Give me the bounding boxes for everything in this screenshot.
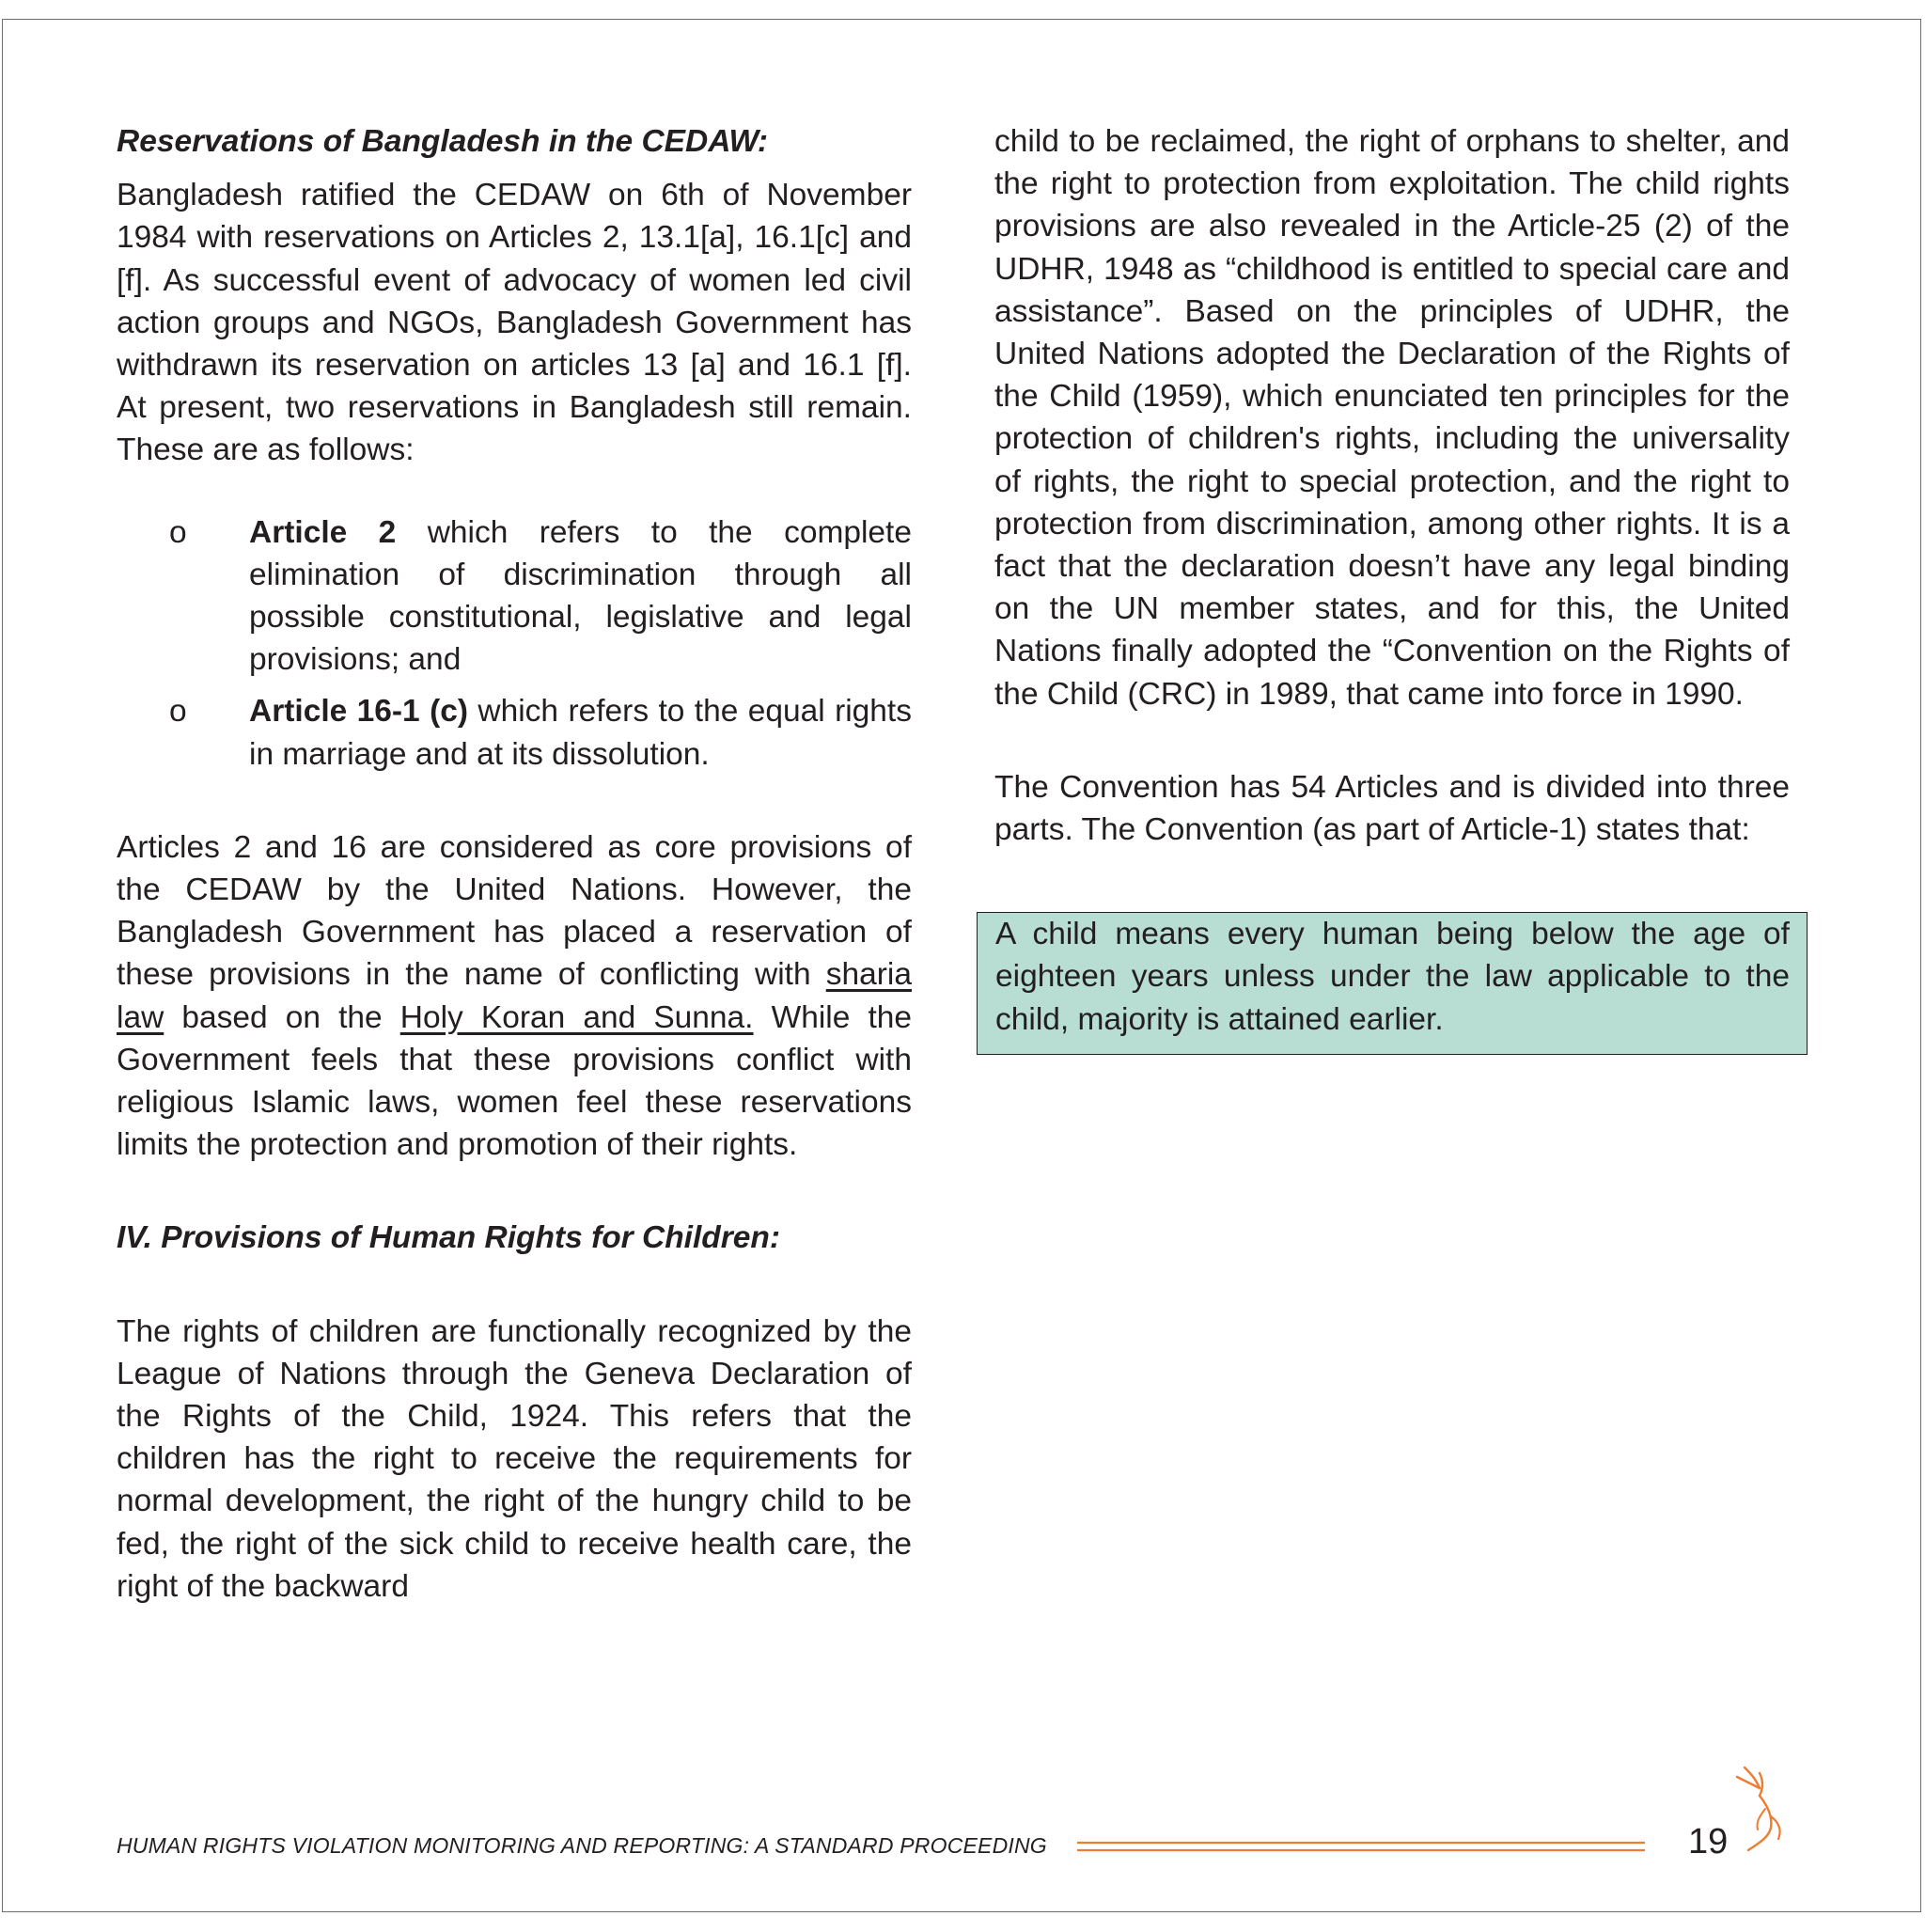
right-column: [994, 120, 1790, 1055]
article-label: Article 16-1 (c): [249, 694, 469, 730]
article-description: which refers to the equal rights in marriage and at its dissolution.: [249, 694, 912, 772]
core-text-part: Articles 2 and 16 are considered as core provisions of the CEDAW by the United Nations. However, the Bangladesh Government has placed a reservation of these provisions in the name of conflicting with: [117, 829, 912, 993]
article-description: which refers to the complete elimination of discrimination through all possible constitutional, legislative and legal provisions; and: [249, 514, 912, 678]
page-number: 19: [1688, 1822, 1729, 1861]
cedaw-reservations-heading: Reservations of Bangladesh in the CEDAW:: [117, 124, 769, 159]
bullet-marker: o: [169, 514, 187, 550]
children-rights-heading: IV. Provisions of Human Rights for Children:: [117, 1220, 781, 1256]
child-rights-continued-paragraph: child to be reclaimed, the right of orphans to shelter, and the right to protection from exploitation. The child rights provisions are also revealed in the Article-25 (2) of the UDHR, 1948 as “childhood is entitled to special care and assistance”. Based on the principles of UDHR, the United Nations adopted the Declaration of the Rights of the Child (1959), which enunciated ten principles for the protection of children's rights, including the universality of rights, the right to special protection, and the right to protection from discrimination, among other rights. It is a fact that the declaration doesn’t have any legal binding on the UN member states, and for this, the United Nations finally adopted the “Convention on the Rights of the Child (CRC) in 1989, that came into force in 1990.: [994, 124, 1790, 712]
sharia-law-underlined: sharia law: [117, 957, 912, 1035]
core-text-part: based on the: [164, 999, 400, 1035]
children-rights-paragraph: The rights of children are functionally recognized by the League of Nations through the Geneva Declaration of the Rights of the Child, 1924. This refers that the children has the right to receive the requirements for normal development, the right of the hungry child to be fed, the right of the sick child to receive health care, the right of the backward: [117, 1313, 912, 1604]
article-label: Article 2: [249, 514, 397, 550]
list-item: [117, 690, 912, 775]
convention-paragraph: The Convention has 54 Articles and is divided into three parts. The Convention (as part of Article-1) states that:: [994, 769, 1790, 848]
holy-koran-underlined: Holy Koran and Sunna.: [399, 999, 754, 1035]
list-item: [117, 511, 912, 682]
footer-rule: [1077, 1840, 1645, 1853]
child-definition-box: [977, 912, 1808, 1055]
bullet-marker: o: [169, 694, 187, 730]
left-column: [117, 120, 912, 1608]
reservation-list: [117, 511, 912, 776]
running-title: HUMAN RIGHTS VIOLATION MONITORING AND REPORTING: A STANDARD PROCEEDING: [117, 1833, 1047, 1858]
core-text-part: While the Government feels that these provisions conflict with religious Islamic laws, women feel these reservations limits the protection and promotion of their rights.: [117, 999, 913, 1163]
core-provisions-paragraph: [117, 826, 912, 1167]
child-definition-text: A child means every human being below the age of eighteen years unless under the law applicable to the child, majority is attained earlier.: [995, 917, 1790, 1037]
stylized-figure-logo-icon: [1731, 1764, 1786, 1854]
cedaw-ratification-paragraph: Bangladesh ratified the CEDAW on 6th of November 1984 with reservations on Articles 2, 13.1[a], 16.1[c] and [f]. As successful event of advocacy of women led civil action groups and NGOs, Bangladesh Government has withdrawn its reservation on articles 13 [a] and 16.1 [f]. At present, two reservations in Bangladesh still remain. These are as follows:: [117, 178, 912, 468]
